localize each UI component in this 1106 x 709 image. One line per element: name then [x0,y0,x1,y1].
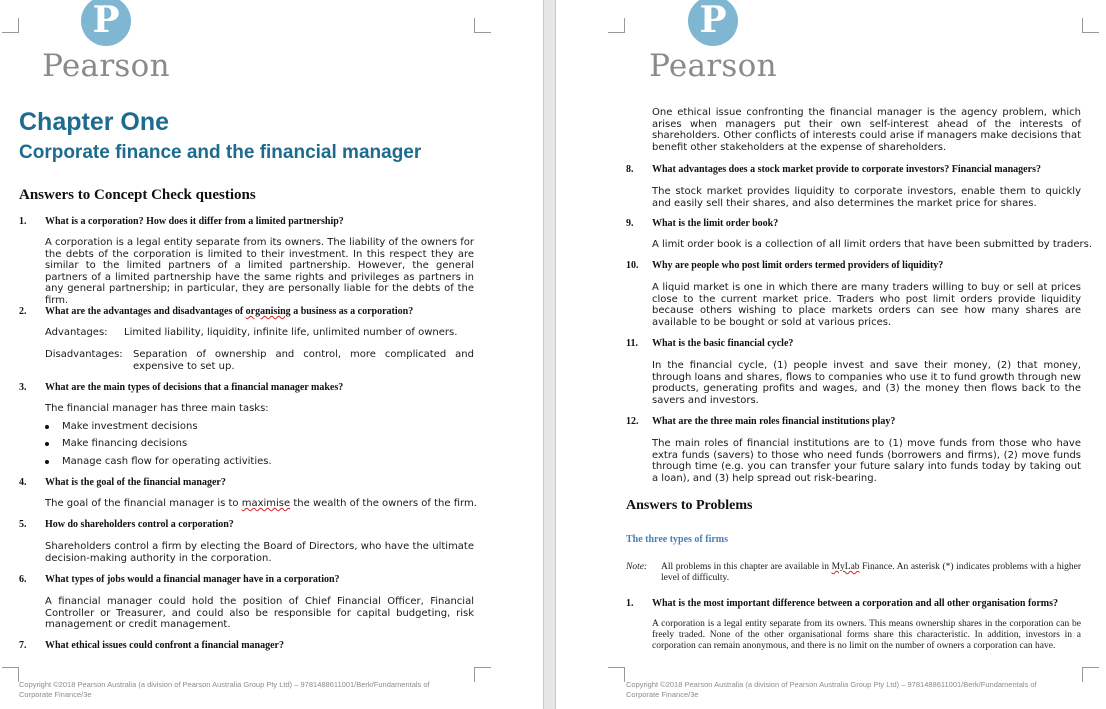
spellcheck-flag: MyLab [831,562,860,572]
question-text: What is a corporation? How does it differ from a limited partnership? [45,216,344,227]
logo-wordmark: Pearson [649,48,777,84]
crop-mark [608,18,625,33]
logo-wordmark: Pearson [42,48,170,84]
note-text: All problems in this chapter are available in MyLab Finance. An asterisk (*) indicates problems with a higher level of difficulty. [661,562,1081,583]
crop-mark [2,18,19,33]
problem-1-answer: A corporation is a legal entity separate from its owners. This means ownership shares in the corporation can be freely traded. None of the other organisational forms share this characteristic. In addition, investors in a corporation can remain anonymous, and there is no limit on the number of owners a corporation can have. [652,619,1081,651]
answer-12: The main roles of financial institutions are to (1) move funds from those who have extra funds (savers) to those who need funds (borrowers and firms), (2) move funds through time (e.g. you can transfer your future salary into funds today by taking out a loan), and (3) help spread out risk-bearing. [652,438,1081,484]
chapter-subtitle: Corporate finance and the financial manager [19,142,422,163]
advantages-label: Advantages: [45,327,108,338]
advantages-text: Limited liability, liquidity, infinite life, unlimited number of owners. [124,327,458,338]
question-number: 3. [19,382,27,393]
question-text: What is the most important difference between a corporation and all other organisation forms? [652,598,1058,609]
answer-5: Shareholders control a firm by electing the Board of Directors, who have the ultimate decision-making authority in the corporation. [45,541,474,564]
question-text: How do shareholders control a corporation? [45,519,234,530]
question-number: 4. [19,477,27,488]
subsection-title: The three types of firms [626,534,729,545]
disadvantages-label: Disadvantages: [45,349,123,360]
question-text: What types of jobs would a financial manager have in a corporation? [45,574,340,585]
chapter-title: Chapter One [19,108,170,136]
disadvantages-text: Separation of ownership and control, more complicated and expensive to set up. [133,349,474,372]
question-text: What are the advantages and disadvantages of organising a business as a corporation? [45,306,414,317]
answer-10: A liquid market is one in which there are many traders willing to buy or sell at prices close to the current market price. Traders who post limit orders provide liquidity because others wishing to place markets orders can see how many shares are available to be bought or sold at various prices. [652,282,1081,328]
page-gutter [543,0,556,709]
crop-mark [608,667,625,682]
pearson-logo [648,0,778,84]
answer-7: One ethical issue confronting the financial manager is the agency problem, which arises when managers put their own self-interest ahead of the interests of shareholders. Other conflicts of interests could arise if managers make decisions that benefit other stakeholders at the expense of shareholders. [652,107,1081,153]
answer-9: A limit order book is a collection of all limit orders that have been submitted by traders. [652,239,1093,250]
pearson-logo [41,0,171,84]
question-number: 11. [626,338,638,349]
question-number: 2. [19,306,27,317]
answer-4: The goal of the financial manager is to maximise the wealth of the owners of the firm. [45,498,477,509]
note-label: Note: [626,562,648,572]
crop-mark [474,667,491,682]
question-number: 8. [626,164,634,175]
answer-8: The stock market provides liquidity to corporate investors, enable them to quickly and easily sell their shares, and also determines the market price for shares. [652,186,1081,209]
question-number: 1. [19,216,27,227]
crop-mark [474,18,491,33]
question-number: 6. [19,574,27,585]
spellcheck-flag: maximise [241,498,291,509]
crop-mark [2,667,19,682]
answer-3: The financial manager has three main tasks: [45,403,269,414]
question-number: 1. [626,598,634,609]
question-text: What are the main types of decisions that a financial manager makes? [45,382,344,393]
page-footer: Copyright ©2018 Pearson Australia (a division of Pearson Australia Group Pty Ltd) – 9781488611001/Berk/Fundamentals of Corporate Finance/3e [626,680,1037,699]
spellcheck-flag: organising [245,306,291,317]
question-text: Why are people who post limit orders termed providers of liquidity? [652,260,944,271]
answer-6: A financial manager could hold the position of Chief Financial Officer, Financial Controller or Treasurer, and could also be responsible for capital budgeting, risk management or credit management. [45,596,474,631]
problems-section-title: Answers to Problems [626,498,753,513]
crop-mark [1082,18,1099,33]
question-text: What is the limit order book? [652,218,779,229]
document-page-left: P Pearson Chapter One Corporate finance and the financial manager Answers to Concept Check questions 1. What is a corporation? How does it differ from a limited partnership? A corporation is a legal entity separate from its owners. The liability of the owners for the debts of the corporation is limited to their investment. In this respect they are similar to the limited partners of a limited partnership. However, the general partners of a limited partnership have the same rights and privileges as partners in any general partnership; in particular, they are personally liable for the debts of the firm. 2. What are the advantages and disadvantages of organising a business as a corporation? Advantages: Limited liability, liquidity, infinite life, unlimited number of owners. Disadvantages: Separation of ownership and control, more complicated and expensive to set up. 3. What are the main types of decisions that a financial manager makes? The financial manager has three main tasks: Make investment decisions Make financing decisions Manage cash flow for operating activities. 4. What is the goal of the financial manager? The goal of the financial manager is to maximise the wealth of the owners of the firm. 5. How do shareholders control a corporation? Shareholders control a firm by electing the Board of Directors, who have the ultimate decision-making authority in the corporation. 6. What types of jobs would a financial manager have in a corporation? A financial manager could hold the position of Chief Financial Officer, Financial Controller or Treasurer, and could also be responsible for capital budgeting, risk management or credit management. 7. What ethical issues could confront a financial manager? Copyright ©2018 Pearson Australia (a division of Pearson Australia Group Pty Ltd) – 9781488611001/Berk/Fundamentals of Corporate Finance/3e [0,0,543,709]
document-page-right [556,0,1106,709]
pearson-p-icon: P [81,0,131,46]
page-footer: Copyright ©2018 Pearson Australia (a division of Pearson Australia Group Pty Ltd) – 9781488611001/Berk/Fundamentals of Corporate Finance/3e [19,680,430,699]
question-text: What is the basic financial cycle? [652,338,794,349]
section-title: Answers to Concept Check questions [19,187,256,203]
question-number: 12. [626,416,639,427]
answer-1: A corporation is a legal entity separate from its owners. The liability of the owners for the debts of the corporation is limited to their investment. In this respect they are similar to the limited partners of a limited partnership. However, the general partners of a limited partnership have the same rights and privileges as partners in any general partnership; in particular, they are personally liable for the debts of the firm. [45,237,474,306]
crop-mark [1082,667,1099,682]
question-number: 5. [19,519,27,530]
question-text: What is the goal of the financial manager? [45,477,226,488]
question-number: 7. [19,640,27,651]
question-number: 10. [626,260,639,271]
question-text: What ethical issues could confront a financial manager? [45,640,284,651]
pearson-p-icon: P [688,0,738,46]
question-number: 9. [626,218,634,229]
answer-11: In the financial cycle, (1) people invest and save their money, (2) that money, through loans and shares, flows to companies who use it to fund growth through new products, generating profits and wages, and (3) the money then flows back to the savers and investors. [652,360,1081,406]
question-text: What advantages does a stock market provide to corporate investors? Financial managers? [652,164,1041,175]
question-text: What are the three main roles financial institutions play? [652,416,896,427]
